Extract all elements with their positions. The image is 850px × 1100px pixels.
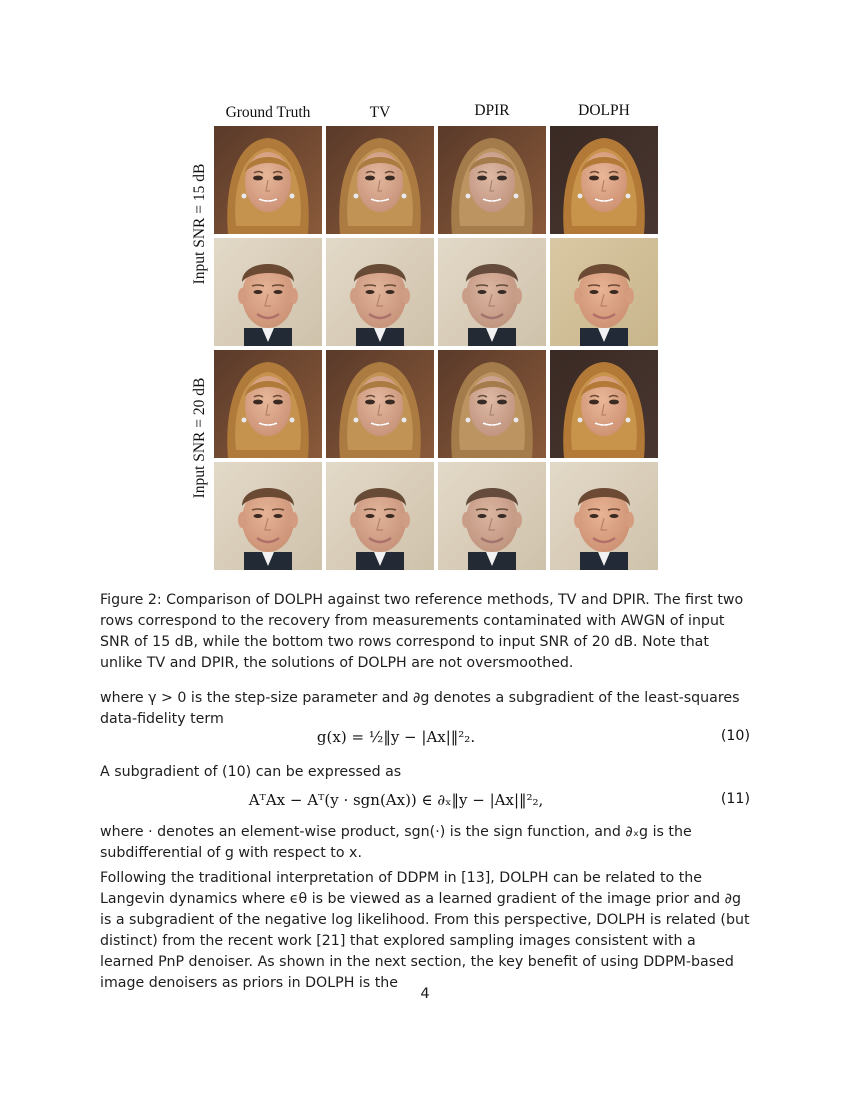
face-image-man-row2-dolph <box>550 238 658 346</box>
equation-11-number: (11) <box>720 791 750 807</box>
column-header-ground-truth: Ground Truth <box>225 104 311 121</box>
face-image-woman-row3-dolph <box>550 350 658 458</box>
equation-11-body: AᵀAx − Aᵀ(y · sgn(Ax)) ∈ ∂ₓ‖y − |Ax|‖²₂, <box>248 791 544 809</box>
face-image-woman-row3-tv <box>326 350 434 458</box>
face-image-woman-row1-dolph <box>550 126 658 234</box>
column-header-dolph: DOLPH <box>578 102 630 119</box>
paragraph-subgradient: A subgradient of (10) can be expressed as <box>100 764 402 780</box>
paragraph-elementwise: where · denotes an element-wise product, sgn(·) is the sign function, and ∂ₓg is the subdifferential of g with respect to x. <box>100 824 692 861</box>
paragraph-langevin: Following the traditional interpretation of DDPM in [13], DOLPH can be related to the Langevin dynamics where ϵθ is be viewed as a learned gradient of the image prior and ∂g is a subgradient of the negative log likelihood. From this perspective, DOLPH is related (but distinct) from the recent work [21] that explored sampling images consistent with a learned PnP denoiser. As shown in the next section, the key benefit of using DDPM-based image denoisers as priors in DOLPH is the <box>100 870 750 991</box>
face-image-woman-row1-dpir <box>438 126 546 234</box>
face-image-woman-row3-ground-truth <box>214 350 322 458</box>
face-image-man-row4-ground-truth <box>214 462 322 570</box>
face-image-man-row4-tv <box>326 462 434 570</box>
paragraph-step-size: where γ > 0 is the step-size parameter and ∂g denotes a subgradient of the least-squares data-fidelity term <box>100 690 740 727</box>
face-image-man-row2-ground-truth <box>214 238 322 346</box>
row-label-snr-15: Input SNR = 15 dB <box>191 163 208 285</box>
face-image-man-row2-tv <box>326 238 434 346</box>
column-header-tv: TV <box>369 104 391 121</box>
row-label-snr-20: Input SNR = 20 dB <box>191 377 208 499</box>
column-header-dpir: DPIR <box>474 102 510 119</box>
face-image-woman-row3-dpir <box>438 350 546 458</box>
face-image-man-row2-dpir <box>438 238 546 346</box>
page-number: 4 <box>420 986 430 1002</box>
face-image-man-row4-dpir <box>438 462 546 570</box>
equation-10-body: g(x) = ½‖y − |Ax|‖²₂. <box>316 728 476 746</box>
equation-11 <box>100 787 752 817</box>
figure-caption: Figure 2: Comparison of DOLPH against two reference methods, TV and DPIR. The first two rows correspond to the recovery from measurements contaminated with AWGN of input SNR of 15 dB, while the bottom two rows correspond to input SNR of 20 dB. Note that unlike TV and DPIR, the solutions of DOLPH are not oversmoothed. <box>100 592 744 671</box>
face-image-man-row4-dolph <box>550 462 658 570</box>
equation-10 <box>100 724 752 754</box>
face-image-woman-row1-ground-truth <box>214 126 322 234</box>
equation-10-number: (10) <box>720 728 750 744</box>
face-image-woman-row1-tv <box>326 126 434 234</box>
